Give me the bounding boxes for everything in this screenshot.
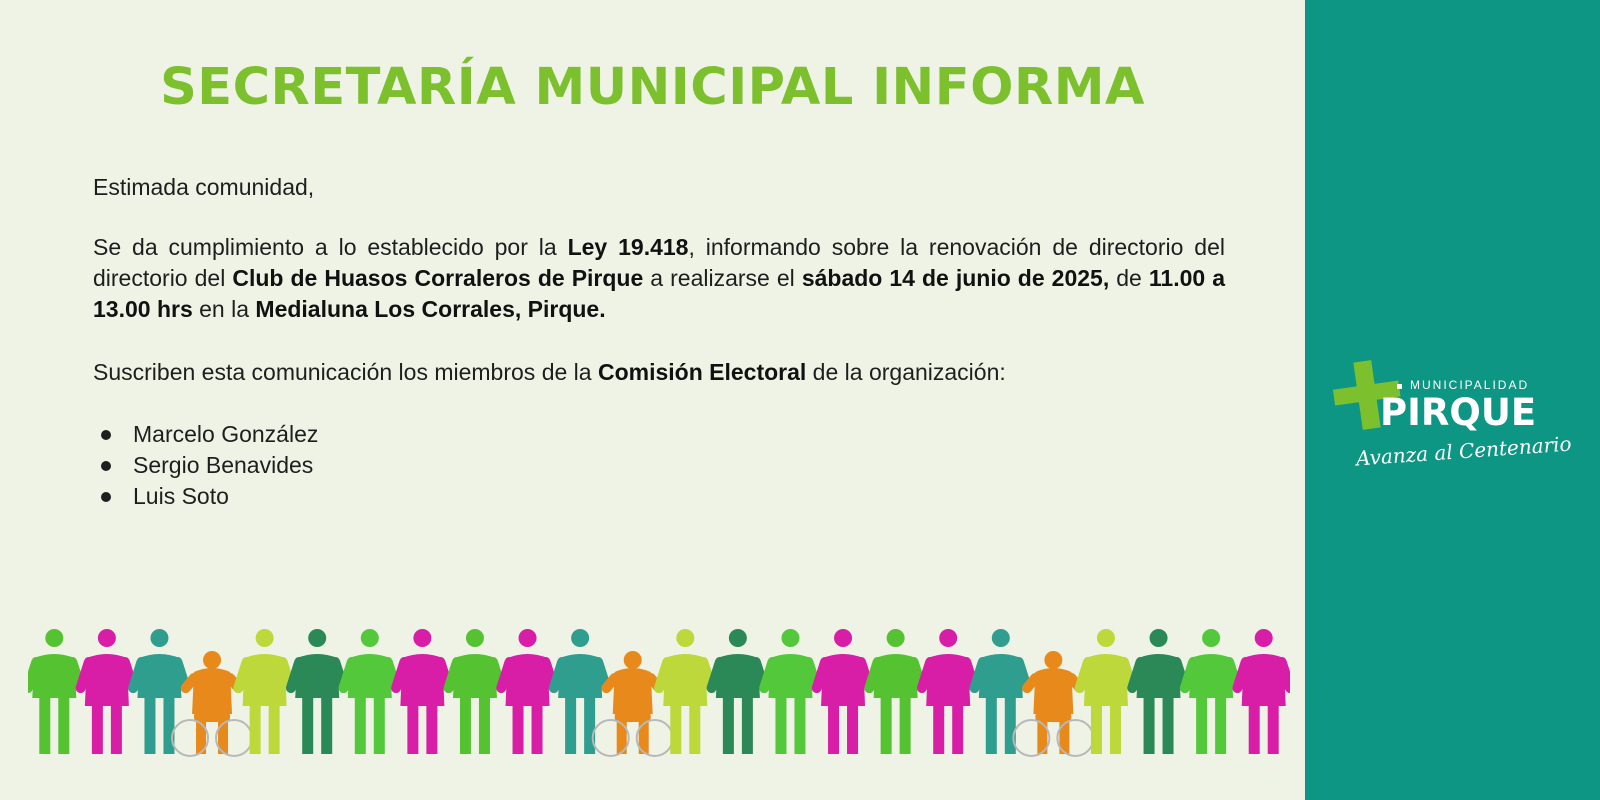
- person-figure: [869, 629, 922, 754]
- law-reference: Ley 19.418: [567, 234, 689, 260]
- list-item: Marcelo González: [93, 419, 318, 450]
- event-date: sábado 14 de junio de 2025,: [801, 265, 1110, 291]
- person-figure: [975, 629, 1028, 754]
- paragraph-text: Se da cumplimiento a lo establecido por la: [93, 234, 568, 260]
- paragraph-text: en la: [192, 296, 256, 322]
- person-figure: [817, 629, 870, 754]
- logo-name: PIRQUE: [1380, 391, 1537, 434]
- people-illustration: [28, 628, 1290, 760]
- event-time: 11.00 a 13.00 hrs: [93, 265, 1225, 322]
- person-figure: [81, 629, 134, 754]
- person-figure: [659, 629, 712, 754]
- person-figure: [501, 629, 554, 754]
- subscribe-text: Suscriben esta comunicación los miembros de la: [93, 359, 598, 385]
- person-figure: [712, 629, 765, 754]
- club-name: Club de Huasos Corraleros de Pirque: [232, 265, 644, 291]
- person-figure: [1080, 629, 1133, 754]
- logo-tagline: Avanza al Centenario: [1355, 431, 1573, 471]
- person-figure: [238, 629, 291, 754]
- subscribe-text: de la organización:: [806, 359, 1006, 385]
- subscribe-line: [93, 357, 1225, 388]
- person-figure: [396, 629, 449, 754]
- person-figure: [133, 629, 186, 754]
- person-figure: [1237, 629, 1290, 754]
- paragraph-text: a realizarse el: [643, 265, 802, 291]
- person-figure: [764, 629, 817, 754]
- person-figure: [28, 629, 81, 754]
- page-title: SECRETARÍA MUNICIPAL INFORMA: [160, 58, 1145, 117]
- paragraph-text: , informando sobre la renovación de directorio del directorio del: [93, 234, 1225, 291]
- person-figure: [554, 629, 607, 754]
- paragraph-text: de: [1109, 265, 1149, 291]
- greeting: Estimada comunidad,: [93, 174, 315, 200]
- person-figure: [1132, 629, 1185, 754]
- person-figure: [344, 629, 397, 754]
- person-figure: [291, 629, 344, 754]
- announcement-paragraph: [93, 232, 1225, 325]
- logo-accent: [1397, 384, 1402, 389]
- person-figure: [1185, 629, 1238, 754]
- person-figure: [449, 629, 502, 754]
- commission-name: Comisión Electoral: [597, 359, 807, 385]
- municipality-logo: [1320, 355, 1585, 485]
- logo-small-text: MUNICIPALIDAD: [1410, 378, 1530, 392]
- list-item: Luis Soto: [93, 481, 318, 512]
- list-item: Sergio Benavides: [93, 450, 318, 481]
- person-figure: [922, 629, 975, 754]
- event-place: Medialuna Los Corrales, Pirque.: [255, 296, 606, 322]
- member-list: [93, 419, 318, 512]
